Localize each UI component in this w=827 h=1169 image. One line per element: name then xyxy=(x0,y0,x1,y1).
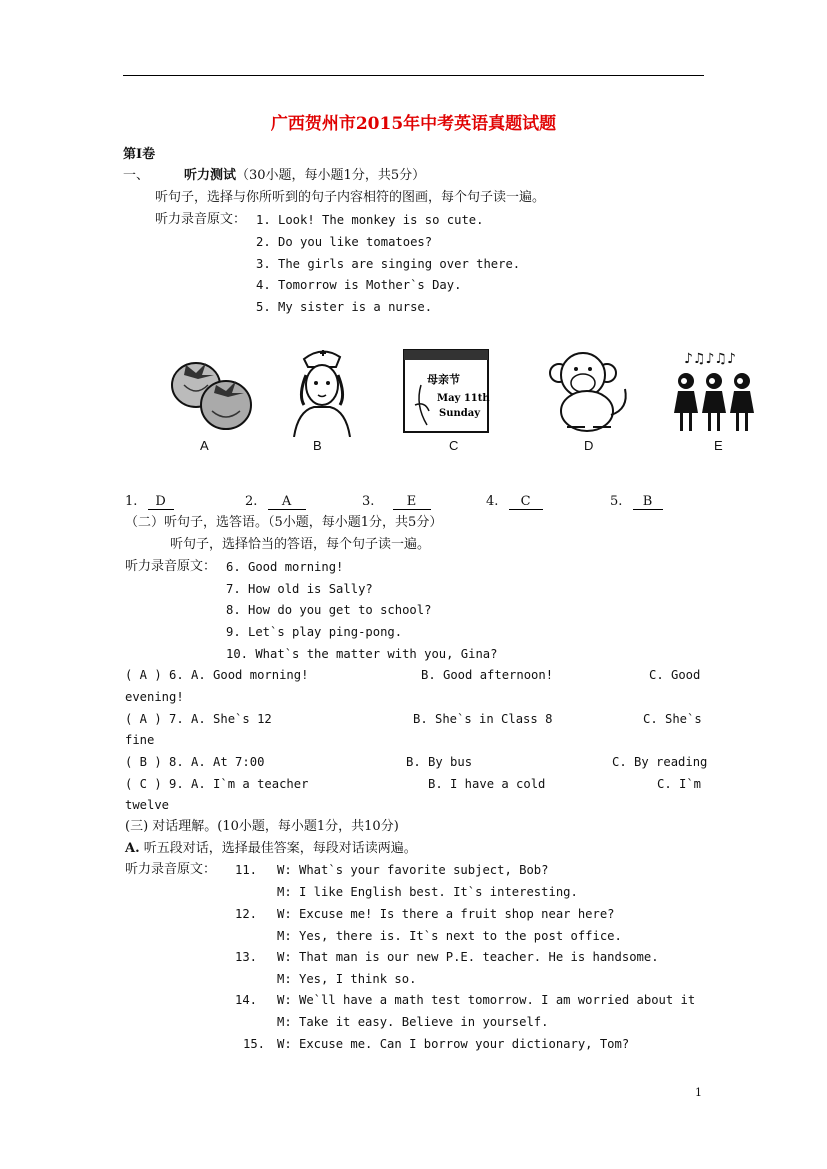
singing-girls-picture xyxy=(670,345,762,437)
dialog-line-w: W: Excuse me. Can I borrow your dictionary, Tom? xyxy=(277,1037,630,1051)
part1-sentence: 3. The girls are singing over there. xyxy=(256,257,521,271)
dialog-number: 11. xyxy=(235,863,258,877)
header-rule xyxy=(123,75,704,76)
part2-heading: （二）听句子，选答语。（5小题，每小题1分，共5分） xyxy=(125,515,443,530)
dialog-line-m: M: I like English best. It`s interesting. xyxy=(277,885,578,899)
answer-blank: A xyxy=(268,494,306,510)
part1-number: 一、 xyxy=(123,168,150,183)
calendar-picture xyxy=(401,345,491,437)
part1-heading-rest: （30小题，每小题1分，共5分） xyxy=(236,168,426,183)
picture-label: D xyxy=(584,438,594,453)
answer-blank: B xyxy=(633,494,663,510)
part1-sentence: 4. Tomorrow is Mother`s Day. xyxy=(256,278,462,292)
part1-sentence: 1. Look! The monkey is so cute. xyxy=(256,213,484,227)
question-8-option-c: C. By reading xyxy=(612,755,708,769)
dialog-number: 12. xyxy=(235,907,258,921)
question-8: ( B ) 8. A. At 7:00 xyxy=(125,755,265,769)
dialog-line-w: W: What`s your favorite subject, Bob? xyxy=(277,863,549,877)
dialog-number: 15. xyxy=(243,1037,266,1051)
part1-heading xyxy=(184,167,425,185)
page-title: 广西贺州市2015年中考英语真题试题 xyxy=(270,114,557,134)
question-7-option-c: C. She`s xyxy=(643,712,702,726)
answer-number: 2. xyxy=(245,494,258,509)
part2-sentence: 10. What`s the matter with you, Gina? xyxy=(226,647,498,661)
answer-item xyxy=(125,493,174,511)
dialog-line-m: M: Take it easy. Believe in yourself. xyxy=(277,1015,549,1029)
part1-heading-bold: 听力测试 xyxy=(184,168,237,183)
calendar-line3: Sunday xyxy=(439,408,481,419)
part2-sentence: 7. How old is Sally? xyxy=(226,582,373,596)
answer-item xyxy=(486,493,543,511)
part2-sentence: 9. Let`s play ping-pong. xyxy=(226,625,403,639)
answer-item xyxy=(245,493,306,511)
dialog-line-w: W: We`ll have a math test tomorrow. I am worried about it xyxy=(277,993,696,1007)
answer-number: 1. xyxy=(125,494,138,509)
question-6-wrap: evening! xyxy=(125,690,184,704)
part3-sub-a xyxy=(125,840,417,858)
question-6: ( A ) 6. A. Good morning! xyxy=(125,668,309,682)
part3-script-label: 听力录音原文： xyxy=(125,862,217,877)
page-number: 1 xyxy=(695,1086,702,1099)
dialog-line-w: W: That man is our new P.E. teacher. He is handsome. xyxy=(277,950,659,964)
tomatoes-picture xyxy=(168,345,254,437)
part1-sentence: 2. Do you like tomatoes? xyxy=(256,235,433,249)
answer-number: 5. xyxy=(610,494,623,509)
answer-blank: D xyxy=(148,494,174,510)
picture-label: C xyxy=(449,438,459,453)
question-7-wrap: fine xyxy=(125,733,155,747)
part3-sub-a-text: 听五段对话，选择最佳答案，每段对话读两遍。 xyxy=(143,841,417,856)
question-6-option-c: C. Good xyxy=(649,668,701,682)
part1-sentence: 5. My sister is a nurse. xyxy=(256,300,433,314)
dialog-line-w: W: Excuse me! Is there a fruit shop near here? xyxy=(277,907,615,921)
question-7: ( A ) 7. A. She`s 12 xyxy=(125,712,272,726)
volume-label: 第Ⅰ卷 xyxy=(123,147,156,162)
picture-label: E xyxy=(714,438,723,453)
question-9: ( C ) 9. A. I`m a teacher xyxy=(125,777,309,791)
part3-sub-a-label: A. xyxy=(125,841,140,856)
part2-sentence: 8. How do you get to school? xyxy=(226,603,432,617)
answer-number: 3. xyxy=(362,494,375,509)
question-6-option-b: B. Good afternoon! xyxy=(421,668,554,682)
monkey-picture xyxy=(545,345,633,437)
question-8-option-b: B. By bus xyxy=(406,755,473,769)
part1-script-label: 听力录音原文： xyxy=(155,212,247,227)
dialog-number: 14. xyxy=(235,993,258,1007)
question-9-wrap: twelve xyxy=(125,798,170,812)
picture-label: B xyxy=(313,438,322,453)
question-9-option-b: B. I have a cold xyxy=(428,777,546,791)
dialog-number: 13. xyxy=(235,950,258,964)
question-7-option-b: B. She`s in Class 8 xyxy=(413,712,553,726)
answer-item xyxy=(362,493,431,511)
part3-heading: (三) 对话理解。(10小题，每小题1分，共10分) xyxy=(125,819,399,834)
part2-sentence: 6. Good morning! xyxy=(226,560,344,574)
answer-item xyxy=(610,493,663,511)
calendar-line1: 母亲节 xyxy=(427,373,460,386)
part2-script-label: 听力录音原文： xyxy=(125,559,217,574)
dialog-line-m: M: Yes, I think so. xyxy=(277,972,417,986)
answer-blank: C xyxy=(509,494,543,510)
picture-label: A xyxy=(200,438,209,453)
part2-instruction: 听句子，选择恰当的答语，每个句子读一遍。 xyxy=(170,537,431,552)
answer-number: 4. xyxy=(486,494,499,509)
calendar-line2: May 11th xyxy=(437,393,490,404)
answer-blank: E xyxy=(393,494,431,510)
nurse-picture xyxy=(290,345,354,437)
part1-instruction: 听句子，选择与你所听到的句子内容相符的图画，每个句子读一遍。 xyxy=(155,190,546,205)
question-9-option-c: C. I`m xyxy=(657,777,702,791)
svg-text:♪♫♪♫♪: ♪♫♪♫♪ xyxy=(684,351,736,367)
dialog-line-m: M: Yes, there is. It`s next to the post office. xyxy=(277,929,622,943)
